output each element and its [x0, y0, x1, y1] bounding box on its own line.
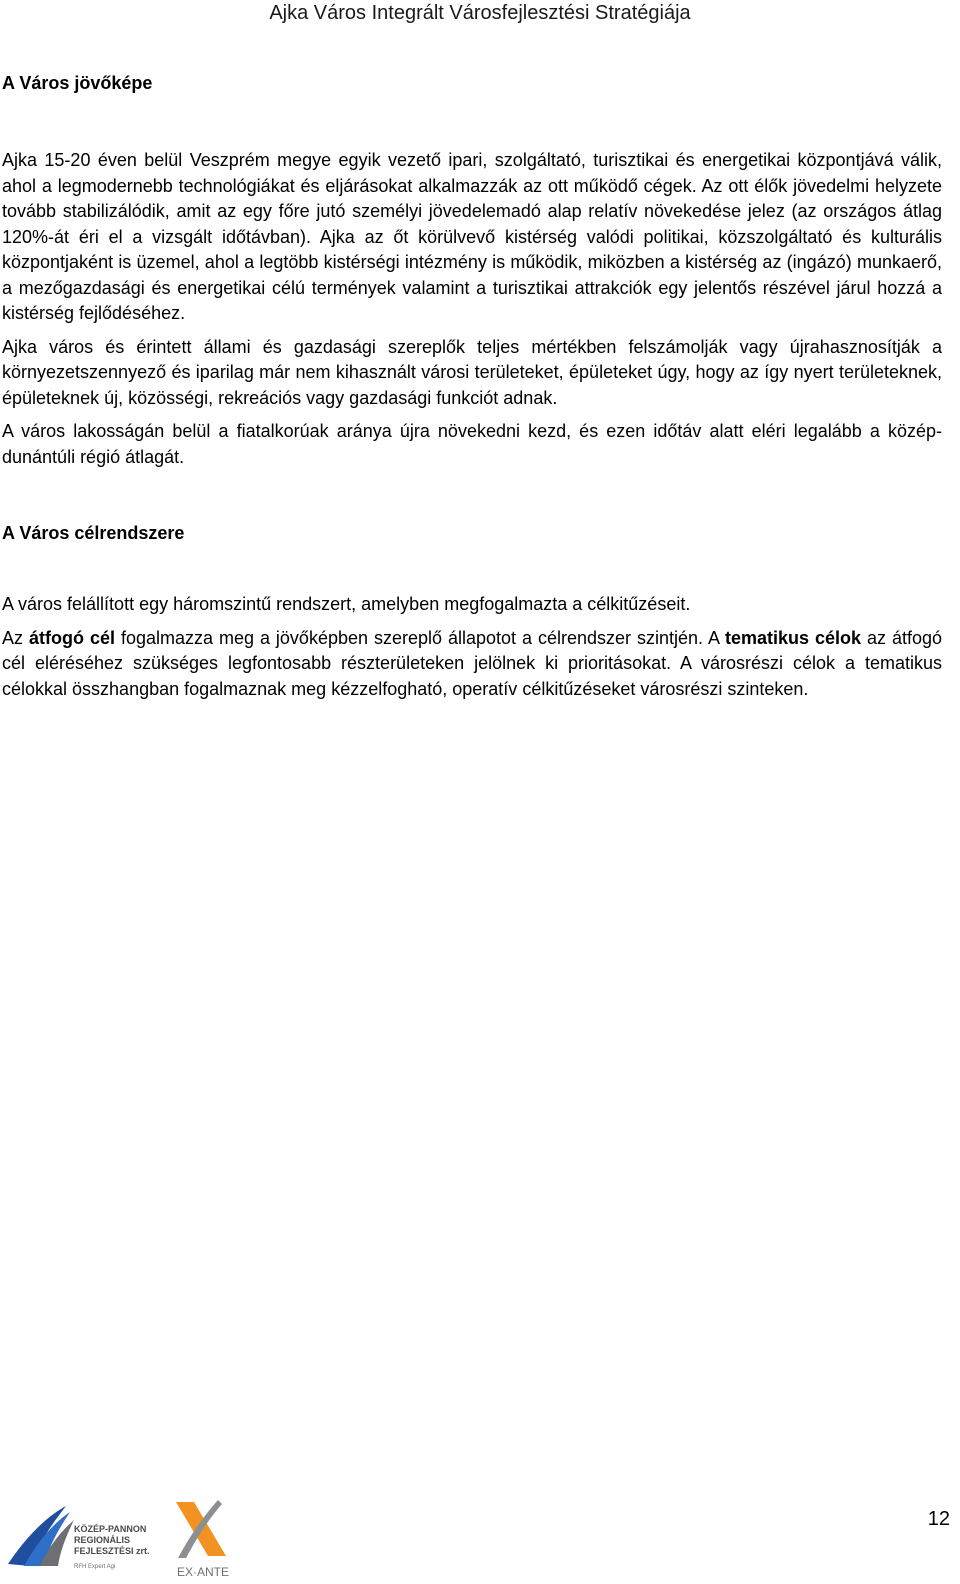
page-header-title: Ajka Város Integrált Városfejlesztési Stratégiája	[269, 2, 691, 24]
logo-text-line1: KÖZÉP-PANNON	[74, 1524, 147, 1534]
paragraph-jovokep-2: Ajka város és érintett állami és gazdasági szereplők teljes mértékben felszámolják vagy újrahasznosítják a környezetszennyező és iparilag már nem kihasznált városi területeket, épületeket úgy, hogy az így nyert területeknek, épületeknek új, közösségi, rekreációs vagy gazdasági funkciót adnak.	[2, 336, 942, 408]
logo-text-line2: REGIONÁLIS	[74, 1535, 131, 1545]
logo-text-line4: RFH Expert Agi	[74, 1564, 116, 1570]
section-heading-celrendszer: A Város célrendszere	[2, 523, 185, 543]
bold-term-tematikus-celok: tematikus célok	[724, 627, 861, 648]
text-run: az átfogó cél eléréséhez szükséges legfontosabb részterületeken jelölnek ki prioritásokat. A városrészi célok a tematikus célokkal összhangban fogalmaznak meg kézzelfogható, operatív célkitűzéseket városrészi szinteken.	[2, 627, 942, 699]
page-footer	[0, 1490, 960, 1584]
ex-ante-logo	[168, 1496, 238, 1584]
ex-ante-x-icon	[176, 1500, 226, 1558]
paragraph-jovokep-3: A város lakosságán belül a fiatalkorúak aránya újra növekedni kezd, és ezen időtáv alatt eléri legalább a közép-dunántúli régió átlagát.	[2, 421, 942, 467]
paragraph-jovokep-1: Ajka 15-20 éven belül Veszprém megye egyik vezető ipari, szolgáltató, turisztikai és energetikai központjává válik, ahol a legmodernebb technológiákat és eljárásokat alkalmazzák az ott működő cégek. Az ott élők jövedelmi helyzete tovább stabilizálódik, amit az egy főre jutó személyi jövedelemadó alap relatív növekedése jelez (az országos átlag 120%-át éri el a vizsgált időtávban). Ajka az őt körülvevő kistérség valódi politikai, közszolgáltató és kulturális központjaként is üzemel, ahol a legtöbb kistérségi intézmény is működik, miközben a kistérség az (ingázó) munkaerő, a mezőgazdasági és energetikai célú termények valamint a turisztikai attrakciók egy jelentős részével járul hozzá a kistérség fejlődéséhez.	[2, 150, 942, 323]
kozep-pannon-swoosh-icon	[8, 1506, 74, 1566]
ex-ante-text: EX·ANTE	[176, 1565, 230, 1579]
paragraph-celrendszer-2	[2, 626, 942, 703]
section-heading-jovokep: A Város jövőképe	[2, 73, 153, 93]
text-run: fogalmazza meg a jövőképben szereplő állapotot a célrendszer szintjén. A	[114, 627, 725, 648]
text-run: Az	[2, 627, 29, 648]
paragraph-celrendszer-1: A város felállított egy háromszintű rendszert, amelyben megfogalmazta a célkitűzéseit.	[2, 594, 691, 614]
bold-term-atfogo-cel: átfogó cél	[28, 627, 115, 648]
kozep-pannon-logo	[4, 1500, 164, 1580]
page-number: 12	[927, 1508, 950, 1530]
logo-text-line3: FEJLESZTÉSI zrt.	[74, 1546, 150, 1556]
document-body	[2, 70, 942, 702]
